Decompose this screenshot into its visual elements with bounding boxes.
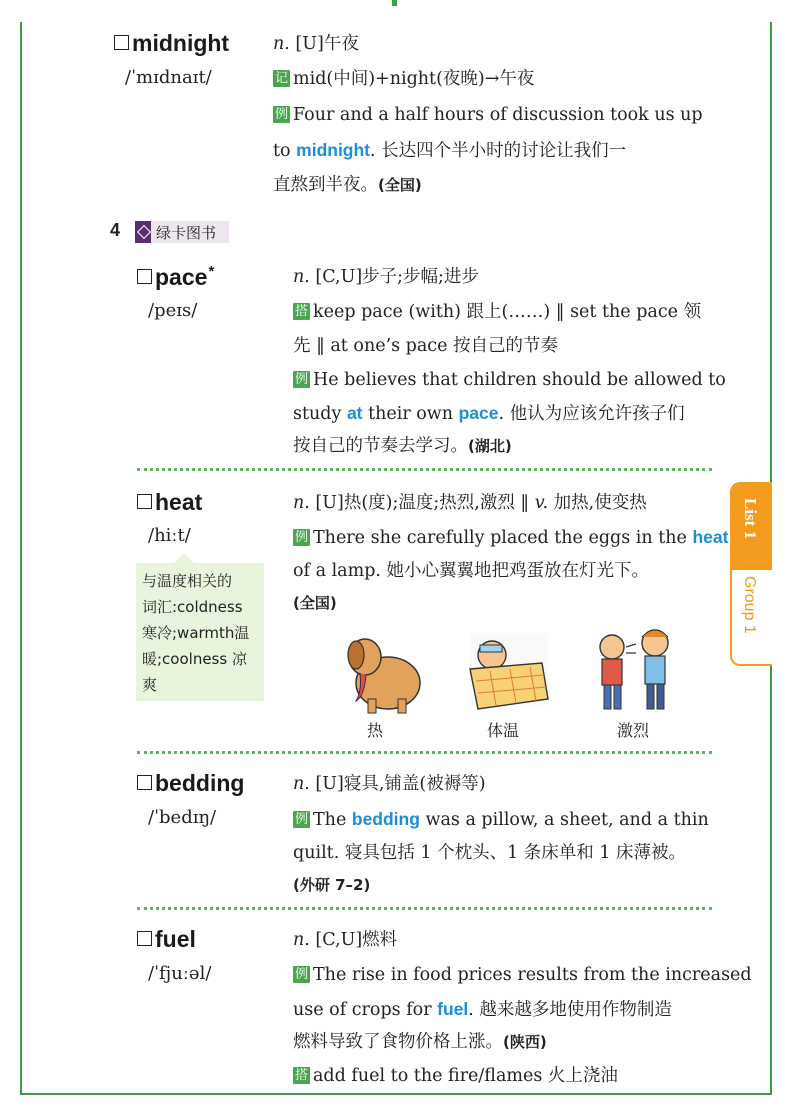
page-number: 4 [110,220,121,240]
example-fuel-line1: 例 The rise in food prices results from the increased [294,965,752,985]
checkbox-icon[interactable] [137,269,152,284]
brand-label: 绿卡图书 [135,221,229,243]
argument-illustration [600,630,668,709]
example-fuel-line2: use of crops for fuel. 越来越多地使用作物制造 [293,999,672,1020]
divider [137,468,712,471]
fever-illustration [470,633,548,709]
definition-midnight: n. [U]午夜 [273,34,359,54]
collocation-pace-line2: 先 ‖ at one’s pace 按自己的节奏 [293,336,559,356]
caption-intense: 激烈 [617,721,650,740]
divider [137,907,712,910]
example-fuel-line3: 燃料导致了食物价格上涨。(陕西) [293,1032,547,1052]
collocation-tag-icon: 搭 [294,1068,308,1083]
phonetic-fuel: /ˈfjuːəl/ [148,963,212,984]
divider [137,751,712,754]
caption-hot: 热 [367,721,384,740]
collocation-pace-line1: 搭 keep pace (with) 跟上(……) ‖ set the pace 领 [294,302,702,322]
example-tag-icon: 例 [294,530,308,545]
example-midnight-line1: 例 Four and a half hours of discussion took us up [274,105,703,125]
illustrations [320,625,700,720]
headword-midnight: midnight [114,30,229,57]
example-tag-icon: 例 [274,107,288,122]
page-frame-left [20,22,22,1094]
example-heat-source: (全国) [293,594,337,612]
example-tag-icon: 例 [294,967,308,982]
brand-logo-icon [135,221,151,243]
example-tag-icon: 例 [294,812,308,827]
example-pace-line1: 例 He believes that children should be allowed to [294,370,726,390]
headword-bedding: bedding [137,770,244,797]
example-pace-line2: study at their own pace. 他认为应该允许孩子们 [293,403,685,424]
phonetic-pace: /peɪs/ [148,300,198,321]
definition-heat: n. [U]热(度);温度;热烈,激烈 ‖ v. 加热,使变热 [293,493,647,513]
list-group-tab[interactable] [730,482,772,666]
headword-fuel: fuel [137,926,196,953]
definition-pace: n. [C,U]步子;步幅;进步 [293,267,479,287]
definition-bedding: n. [U]寝具,铺盖(被褥等) [293,774,486,794]
memory-tip-midnight: 记 mid(中间)+night(夜晚)→午夜 [274,69,535,89]
checkbox-icon[interactable] [137,775,152,790]
star-icon: * [208,263,215,280]
checkbox-icon[interactable] [114,35,129,50]
collocation-tag-icon: 搭 [294,304,308,319]
checkbox-icon[interactable] [137,931,152,946]
example-midnight-line3: 直熬到半夜。(全国) [273,175,422,195]
example-heat-line2: of a lamp. 她小心翼翼地把鸡蛋放在灯光下。 [293,561,650,581]
phonetic-midnight: /ˈmɪdnaɪt/ [125,67,212,88]
hot-dog-illustration [348,639,420,713]
example-heat-line1: 例 There she carefully placed the eggs in the heat [294,527,729,548]
checkbox-icon[interactable] [137,494,152,509]
headword-pace: pace* [137,263,214,291]
phonetic-bedding: /ˈbedɪŋ/ [148,807,217,828]
vocab-note: 与温度相关的 词汇:coldness 寒冷;warmth温 暖;coolness 凉 爽 [136,563,264,701]
collocation-fuel: 搭 add fuel to the fire/flames 火上浇油 [294,1066,618,1086]
group-label: Group 1 [741,576,758,634]
top-marker [392,0,397,6]
definition-fuel: n. [C,U]燃料 [293,930,398,950]
example-midnight-line2: to midnight. 长达四个半小时的讨论让我们一 [273,140,627,161]
list-label: List 1 [741,498,760,540]
memory-tag-icon: 记 [274,71,288,86]
example-bedding-line1: 例 The bedding was a pillow, a sheet, and a thin [294,809,709,830]
phonetic-heat: /hiːt/ [148,525,191,546]
example-pace-line3: 按自己的节奏去学习。(湖北) [293,436,512,456]
example-tag-icon: 例 [294,372,308,387]
headword-heat: heat [137,489,202,516]
page-frame-bottom [20,1093,772,1095]
caption-temperature: 体温 [487,721,520,740]
example-bedding-line2: quilt. 寝具包括 1 个枕头、1 条床单和 1 床薄被。 [293,843,687,863]
example-bedding-source: (外研 7–2) [293,876,371,894]
